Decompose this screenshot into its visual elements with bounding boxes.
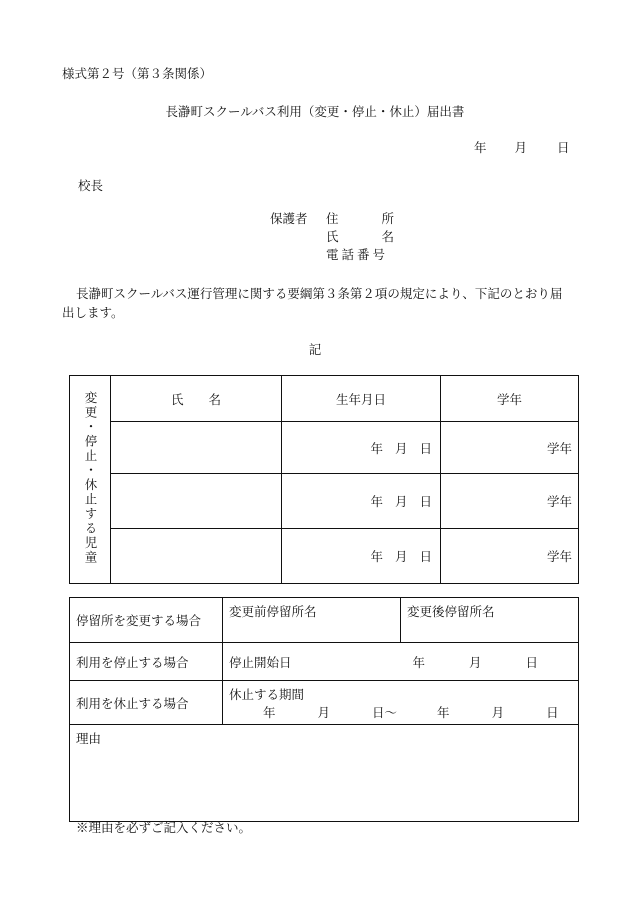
reason-field[interactable] (70, 725, 579, 822)
guardian-block (270, 210, 394, 264)
guardian-address-label: 住 所 (326, 211, 394, 226)
children-table (69, 375, 579, 584)
after-stop-field[interactable]: 変更後停留所名 (407, 604, 495, 619)
guardian-label: 保護者 (270, 211, 308, 226)
header-birthdate: 生年月日 (282, 376, 441, 422)
ki-heading: 記 (308, 342, 322, 357)
header-name: 氏 名 (111, 376, 282, 422)
principal-addressee: 校長 (78, 178, 104, 193)
change-stop-label: 停留所を変更する場合 (70, 598, 223, 643)
header-grade: 学年 (441, 376, 579, 422)
footnote: ※理由を必ずご記入ください。 (76, 820, 252, 835)
table-row (70, 474, 579, 529)
child-grade-field[interactable]: 学年 (441, 474, 579, 529)
change-table (69, 597, 579, 822)
form-number: 様式第２号（第３条関係） (62, 66, 213, 81)
document-title: 長瀞町スクールバス利用（変更・停止・休止）届出書 (165, 104, 465, 119)
suspend-use-label: 利用を休止する場合 (70, 681, 223, 725)
child-birthdate-field[interactable]: 年 月 日 (282, 529, 441, 584)
child-grade-field[interactable]: 学年 (441, 529, 579, 584)
stop-start-field[interactable]: 停止開始日 年 月 日 (223, 643, 579, 681)
date-year: 年 (474, 140, 487, 155)
child-birthdate-field[interactable]: 年 月 日 (282, 474, 441, 529)
child-birthdate-field[interactable]: 年 月 日 (282, 422, 441, 474)
guardian-phone-label: 電話番号 (326, 247, 389, 262)
body-text: 長瀞町スクールバス運行管理に関する要綱第３条第２項の規定により、下記のとおり届出します。 (62, 286, 563, 320)
child-name-field[interactable] (111, 529, 282, 584)
reason-label: 理由 (76, 731, 102, 746)
submission-date (474, 138, 570, 156)
guardian-name-label: 氏 名 (326, 229, 394, 244)
table-row (70, 529, 579, 584)
table-row (70, 422, 579, 474)
children-side-label: 変更・停止・休止する児童 (83, 391, 98, 565)
children-side-label-cell (70, 376, 111, 584)
suspend-period-label: 休止する期間 (229, 686, 305, 702)
child-name-field[interactable] (111, 474, 282, 529)
suspend-period-field[interactable]: 休止する期間 年 月 日〜 年 月 日 (223, 681, 579, 725)
date-day: 日 (557, 140, 570, 155)
date-month: 月 (514, 140, 528, 155)
stop-name-cell (223, 598, 579, 643)
before-stop-field[interactable]: 変更前停留所名 (223, 598, 401, 642)
child-name-field[interactable] (111, 422, 282, 474)
child-grade-field[interactable]: 学年 (441, 422, 579, 474)
stop-use-label: 利用を停止する場合 (70, 643, 223, 681)
